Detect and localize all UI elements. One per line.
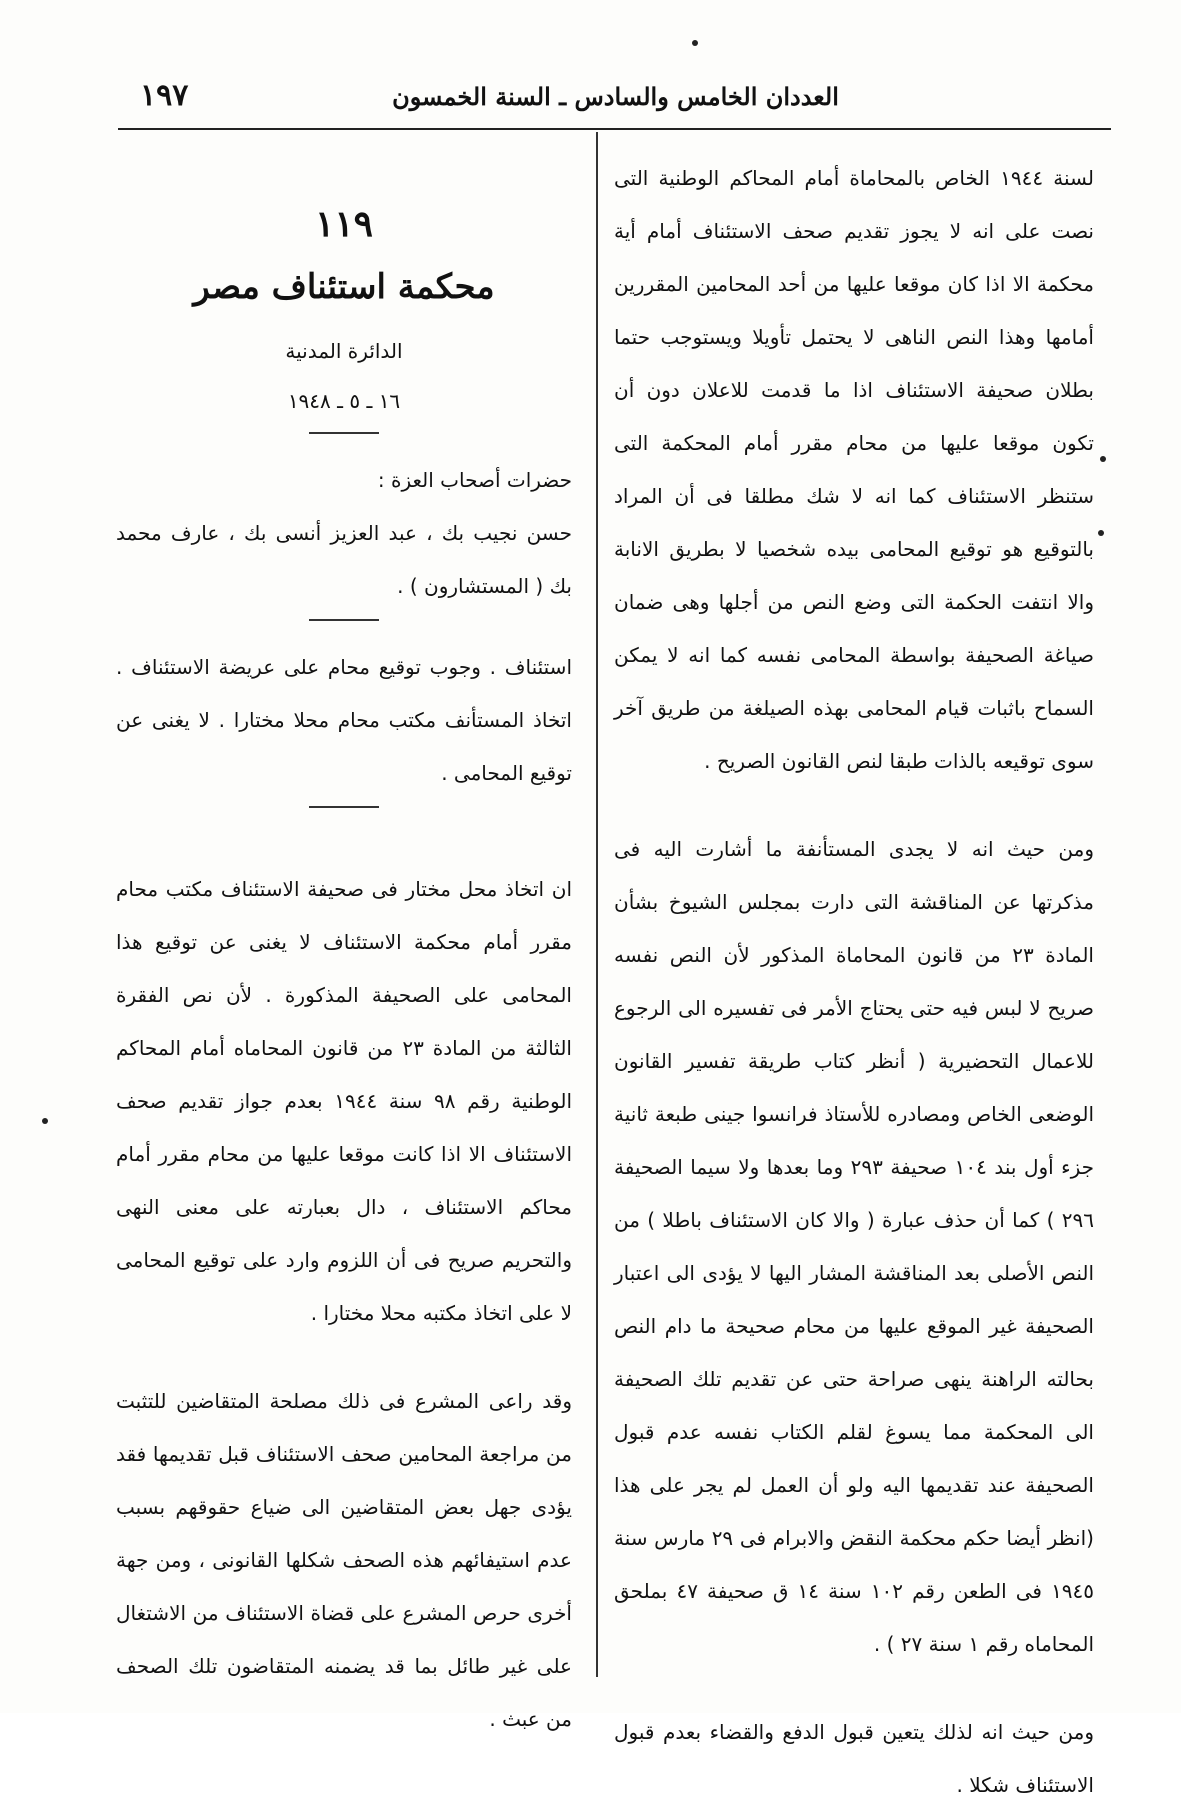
column-divider	[596, 132, 598, 1677]
principle-paragraph: ان اتخاذ محل مختار فى صحيفة الاستئناف مكتب محام مقرر أمام محكمة الاستئناف لا يغنى عن توقيع هذا المحامى على الصحيفة المذكورة . لأن نص الفقرة الثالثة من المادة ٢٣ من قانون المحاماه أمام المحاكم الوطنية رقم ٩٨ سنة ١٩٤٤ بعدم جواز تقديم صحف الاستئناف الا اذا كانت موقعا عليها من محام مقرر أمام محاكم الاستئناف ، دال بعبارته على معنى النهى والتحريم صريح فى أن اللزوم وارد على توقيع المحامى لا على اتخاذ مكتبه محلا مختارا .	[116, 877, 573, 1325]
paragraph-gap	[116, 828, 572, 863]
court-name: محكمة استئناف مصر	[193, 267, 495, 307]
bench-intro: حضرات أصحاب العزة :	[377, 468, 572, 492]
principle-paragraph: وقد راعى المشرع فى ذلك مصلحة المتقاضين للتثبت من مراجعة المحامين صحف الاستئناف قبل تقديمها فقد يؤدى جهل بعض المتقاضين الى ضياع حقوقهم بسبب عدم استيفائهم هذه الصحف شكلها القانونى ، ومن جهة أخرى حرص المشرع على قضاة الاستئناف من الاشتغال على غير طائل بما قد يضمنه المتقاضون تلك الصحف من عبث .	[116, 1389, 572, 1731]
judgment-paragraph: ومن حيث انه لا يجدى المستأنفة ما أشارت اليه فى مذكرتها عن المناقشة التى دارت بمجلس الشيوخ بشأن المادة ٢٣ من قانون المحاماة المذكور لأن النص نفسه صريح لا لبس فيه حتى يحتاج الأمر فى تفسيره الى الرجوع للاعمال التحضيرية ( أنظر كتاب طريقة تفسير القانون الوضعى الخاص ومصادره للأستاذ فرانسوا جينى طبعة ثانية جزء أول بند ١٠٤ صحيفة ٢٩٣ وما بعدها ولا سيما الصحيفة ٢٩٦ ) كما أن حذف عبارة ( والا كان الاستئناف باطلا ) من النص الأصلى بعد المناقشة المشار اليها لا يؤدى الى اعتبار الصحيفة غير الموقع عليها من محام صحيحة ما دام النص بحالته الراهنة ينهى صراحة حتى عن تقديم تلك الصحيفة الى المحكمة مما يسوغ لقلم الكتاب نفسه عدم قبول الصحيفة عند تقديمها اليه ولو أن العمل لم يجر على هذا (انظر أيضا حكم محكمة النقض والابرام فى ٢٩ مارس سنة ١٩٤٥ فى الطعن رقم ١٠٢ سنة ١٤ ق صحيفة ٤٧ بملحق المحاماه رقم ١ سنة ٢٧ ) .	[614, 837, 1095, 1656]
judgment-paragraph: لسنة ١٩٤٤ الخاص بالمحاماة أمام المحاكم الوطنية التى نصت على انه لا يجوز تقديم صحف الاستئناف أمام أية محكمة الا اذا كان موقعا عليها من أحد المحامين المقررين أمامها وهذا النص الناهى لا يحتمل تأويلا ويستوجب حتما بطلان صحيفة الاستئناف اذا ما قدمت للاعلان دون أن تكون موقعا عليها من محام مقرر أمام المحكمة التى ستنظر الاستئناف كما انه لا شك مطلقا فى أن المراد بالتوقيع هو توقيع المحامى بيده شخصيا لا بطريق الانابة والا انتفت الحكمة التى وضع النص من أجلها وهى ضمان صياغة الصحيفة بواسطة المحامى نفسه كما انه لا يمكن السماح باثبات قيام المحامى بهذه الصيلغة من طريق آخر سوى توقيعه بالذات طبقا لنص القانون الصريح .	[614, 166, 1094, 773]
print-speck	[42, 1118, 48, 1124]
right-column	[614, 152, 1094, 1812]
bench-members: حسن نجيب بك ، عبد العزيز أنسى بك ، عارف محمد بك ( المستشارون ) .	[116, 521, 572, 598]
court-circuit: الدائرة المدنية	[285, 339, 403, 363]
print-speck	[692, 40, 698, 46]
print-speck	[1100, 456, 1106, 462]
judgment-paragraph: ومن حيث انه لذلك يتعين قبول الدفع والقضاء بعدم قبول الاستئناف شكلا .	[614, 1720, 1094, 1797]
headnote: استئناف . وجوب توقيع محام على عريضة الاستئناف . اتخاذ المستأنف مكتب محام محلا مختارا . لا يغنى عن توقيع المحامى .	[116, 655, 572, 785]
left-column	[116, 152, 572, 1746]
judgment-date: ١٦ ـ ٥ ـ ١٩٤٨	[287, 389, 401, 413]
page-number: ١٩٧	[140, 78, 189, 113]
paragraph-gap	[116, 1340, 572, 1375]
header-rule	[118, 128, 1111, 130]
section-rule	[309, 619, 379, 621]
print-speck	[1098, 530, 1104, 536]
paragraph-gap	[614, 788, 1094, 823]
running-title: العددان الخامس والسادس ـ السنة الخمسون	[392, 82, 839, 111]
page-header	[120, 78, 1111, 130]
case-number: ١١٩	[314, 203, 373, 245]
section-rule	[309, 806, 379, 808]
section-rule	[309, 432, 379, 434]
paragraph-gap	[614, 1671, 1094, 1706]
